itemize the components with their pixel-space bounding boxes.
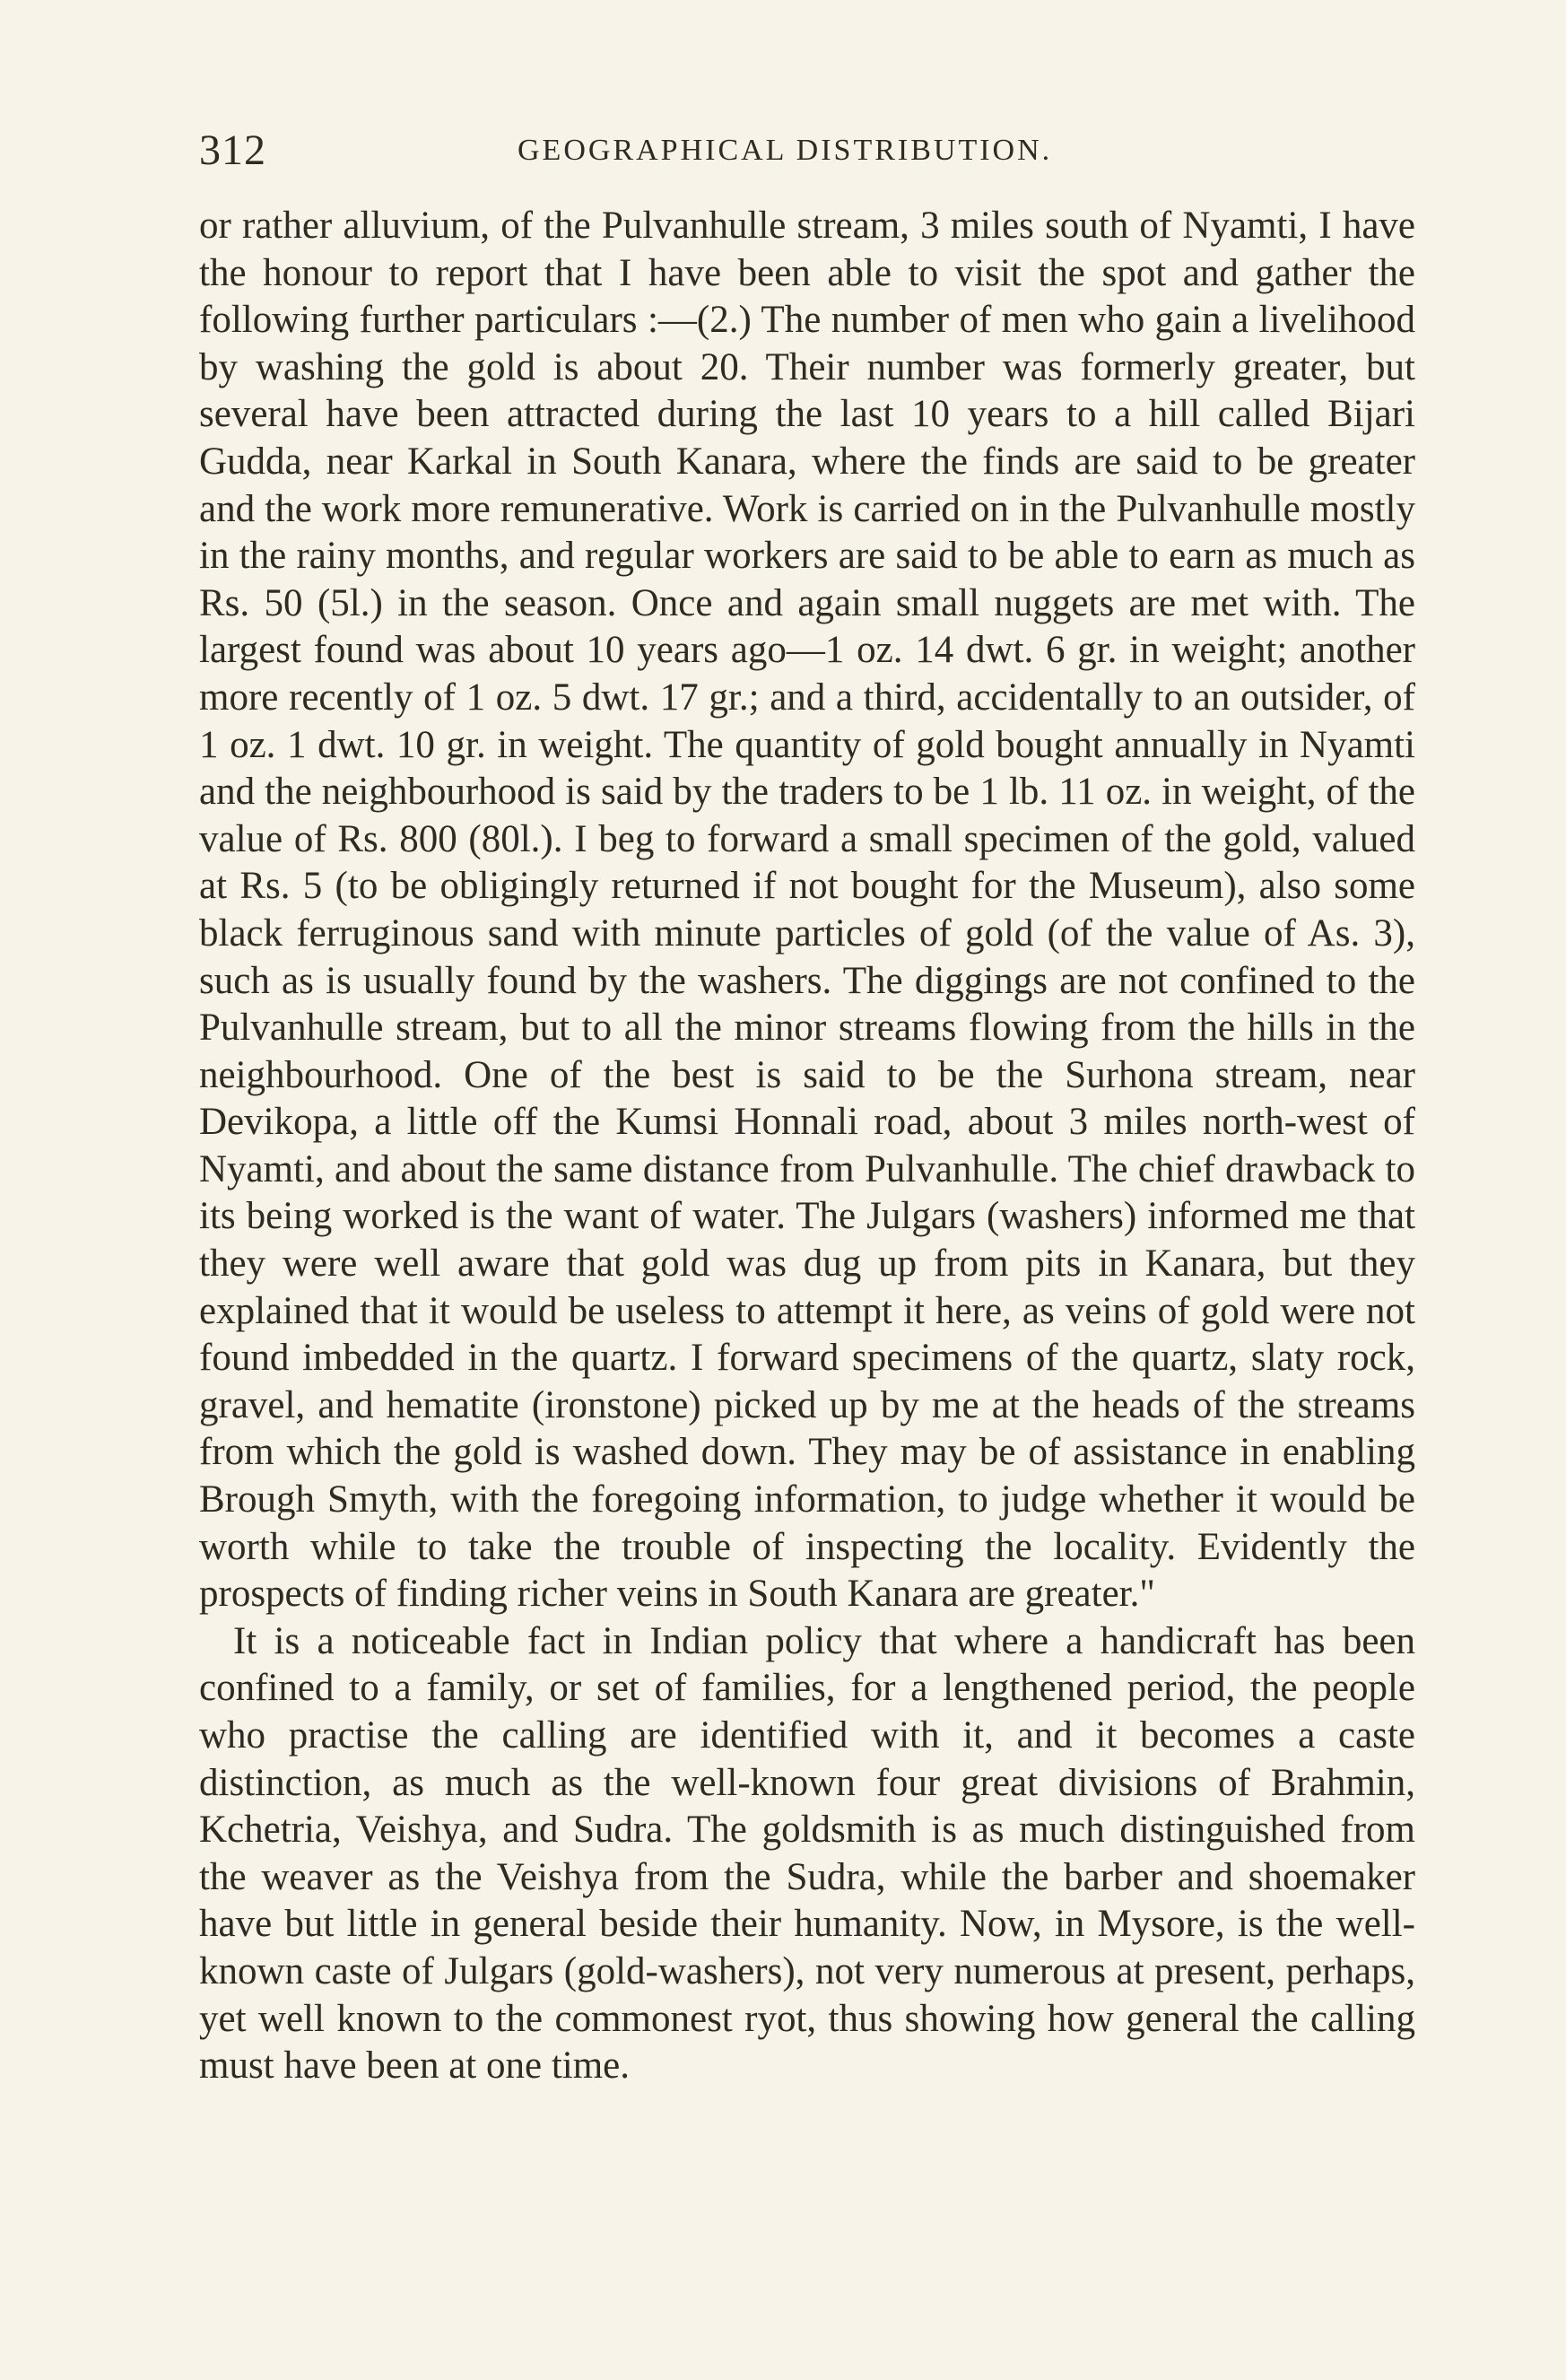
page-number: 312 [199,126,266,174]
paragraph-julgars-caste: It is a noticeable fact in Indian policy that where a handicraft has been confined to a family, or set of families, for a lengthened period, the people who practise the calling are identified with it, and it becomes a caste distinction, as much as the well-known four great divisions of Brahmin, Kchetria, Veishya, and Sudra. The goldsmith is as much distinguished from the weaver as the Veishya from the Sudra, while the barber and shoemaker have but little in general beside their humanity. Now, in Mysore, is the well-known caste of Julgars (gold-washers), not very numerous at present, perhaps, yet well known to the commonest ryot, thus showing how general the calling must have been at one time. [199,1619,1415,2088]
running-title: GEOGRAPHICAL DISTRIBUTION. [518,134,1053,167]
paragraph-quote-continuation: or rather alluvium, of the Pulvanhulle stream, 3 miles south of Nyamti, I have the honour to report that I have been able to visit the spot and gather the following further particulars :—(2.) The number of men who gain a livelihood by washing the gold is about 20. Their number was formerly greater, but several have been attracted during the last 10 years to a hill called Bijari Gudda, near Karkal in South Kanara, where the finds are said to be greater and the work more remunerative. Work is carried on in the Pulvanhulle mostly in the rainy months, and regular workers are said to be able to earn as much as Rs. 50 (5l.) in the season. Once and again small nuggets are met with. The largest found was about 10 years ago—1 oz. 14 dwt. 6 gr. in weight; another more recently of 1 oz. 5 dwt. 17 gr.; and a third, accidentally to an outsider, of 1 oz. 1 dwt. 10 gr. in weight. The quantity of gold bought annually in Nyamti and the neighbourhood is said by the traders to be 1 lb. 11 oz. in weight, of the value of Rs. 800 (80l.). I beg to forward a small specimen of the gold, valued at Rs. 5 (to be obligingly returned if not bought for the Museum), also some black ferruginous sand with minute particles of gold (of the value of As. 3), such as is usually found by the washers. The diggings are not confined to the Pulvanhulle stream, but to all the minor streams flowing from the hills in the neighbourhood. One of the best is said to be the Surhona stream, near Devikopa, a little off the Kumsi Honnali road, about 3 miles north-west of Nyamti, and about the same distance from Pulvanhulle. The chief drawback to its being worked is the want of water. The Julgars (washers) informed me that they were well aware that gold was dug up from pits in Kanara, but they explained that it would be useless to attempt it here, as veins of gold were not found imbedded in the quartz. I forward specimens of the quartz, slaty rock, gravel, and hematite (ironstone) picked up by me at the heads of the streams from which the gold is washed down. They may be of assistance in enabling Brough Smyth, with the foregoing information, to judge whether it would be worth while to take the trouble of inspecting the locality. Evidently the prospects of finding richer veins in South Kanara are greater." [199,205,1415,1616]
body-text [199,203,1415,2090]
page-header [199,124,1419,178]
